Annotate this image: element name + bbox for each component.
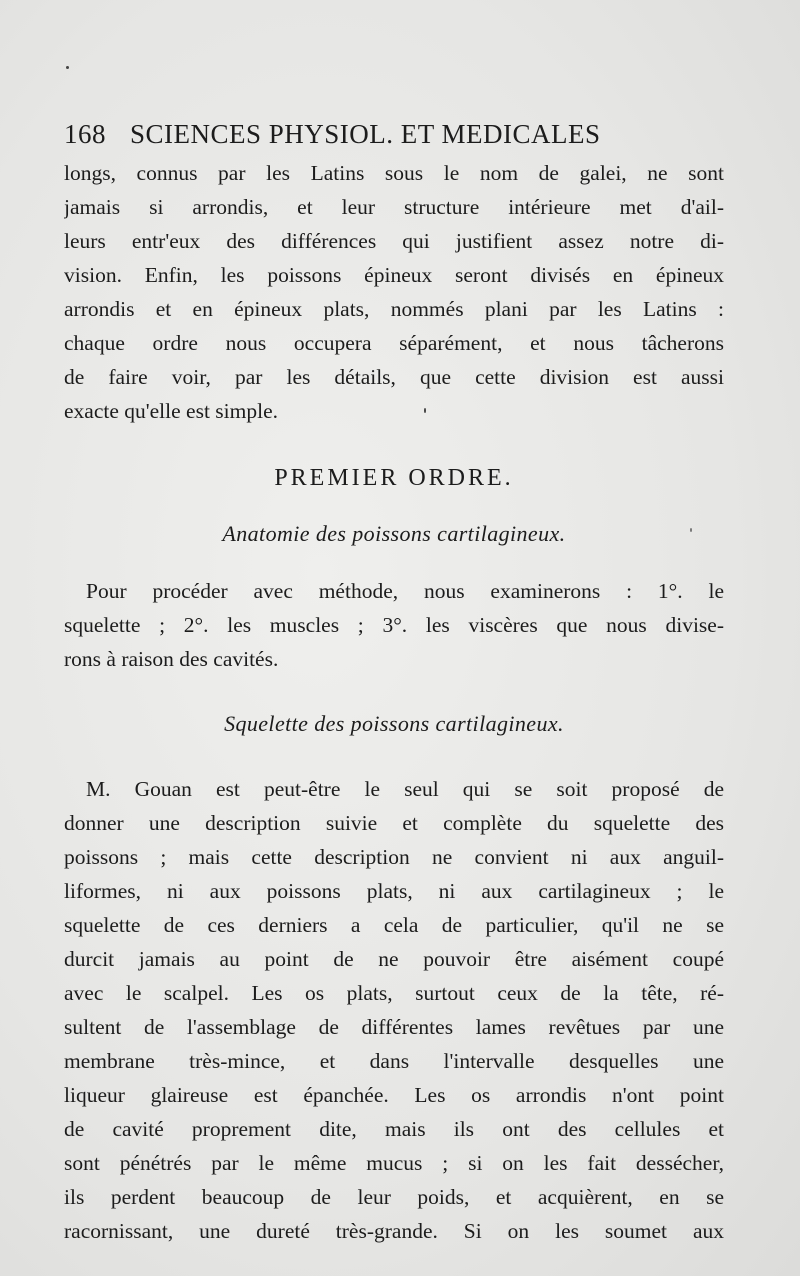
paragraph-continuation — [64, 156, 724, 428]
text-line: vision. Enfin, les poissons épineux seront divisés en épineux — [64, 263, 724, 287]
subsection-heading: Anatomie des poissons cartilagineux. — [222, 521, 566, 546]
paragraph-method — [64, 574, 724, 676]
page-content — [64, 112, 724, 1248]
text-line: liformes, ni aux poissons plats, ni aux cartilagineux ; le — [64, 879, 724, 903]
print-speck — [66, 66, 69, 69]
text-line: liqueur glaireuse est épanchée. Les os arrondis n'ont point — [64, 1083, 724, 1107]
text-line: squelette ; 2°. les muscles ; 3°. les viscères que nous divise- — [64, 613, 724, 637]
text-line: sultent de l'assemblage de différentes lames revêtues par une — [64, 1015, 724, 1039]
text-line: Pour procéder avec méthode, nous examinerons : 1°. le — [86, 579, 724, 603]
running-header — [64, 112, 724, 156]
text-line: sont pénétrés par le même mucus ; si on les fait dessécher, — [64, 1151, 724, 1175]
text-line: leurs entr'eux des différences qui justifient assez notre di- — [64, 229, 724, 253]
text-line: jamais si arrondis, et leur structure intérieure met d'ail- — [64, 195, 724, 219]
text-line: chaque ordre nous occupera séparément, et nous tâcherons — [64, 331, 724, 355]
text-line: de cavité proprement dite, mais ils ont des cellules et — [64, 1117, 724, 1141]
text-line: avec le scalpel. Les os plats, surtout ceux de la tête, ré- — [64, 981, 724, 1005]
text-line: ils perdent beaucoup de leur poids, et acquièrent, en se — [64, 1185, 724, 1209]
subsection-heading: Squelette des poissons cartilagineux. — [224, 711, 564, 736]
text-line: arrondis et en épineux plats, nommés plani par les Latins : — [64, 297, 724, 321]
text-line: rons à raison des cavités. — [64, 647, 279, 671]
text-line: exacte qu'elle est simple. — [64, 399, 279, 423]
paragraph-skeleton — [64, 772, 724, 1248]
text-line: longs, connus par les Latins sous le nom de galei, ne sont — [64, 161, 724, 185]
page-number: 168 — [64, 119, 106, 149]
text-line: durcit jamais au point de ne pouvoir être aisément coupé — [64, 947, 724, 971]
text-line: donner une description suivie et complète du squelette des — [64, 811, 724, 835]
text-line: membrane très-mince, et dans l'intervalle desquelles une — [64, 1049, 724, 1073]
running-title: SCIENCES PHYSIOL. ET MEDICALES — [130, 119, 601, 149]
text-line: M. Gouan est peut-être le seul qui se soit proposé de — [86, 777, 724, 801]
text-line: poissons ; mais cette description ne convient ni aux anguil- — [64, 845, 724, 869]
text-line: de faire voir, par les détails, que cette division est aussi — [64, 365, 724, 389]
text-line: racornissant, une dureté très-grande. Si on les soumet aux — [64, 1219, 724, 1243]
section-heading: PREMIER ORDRE. — [274, 465, 514, 491]
text-line: squelette de ces derniers a cela de particulier, qu'il ne se — [64, 913, 724, 937]
